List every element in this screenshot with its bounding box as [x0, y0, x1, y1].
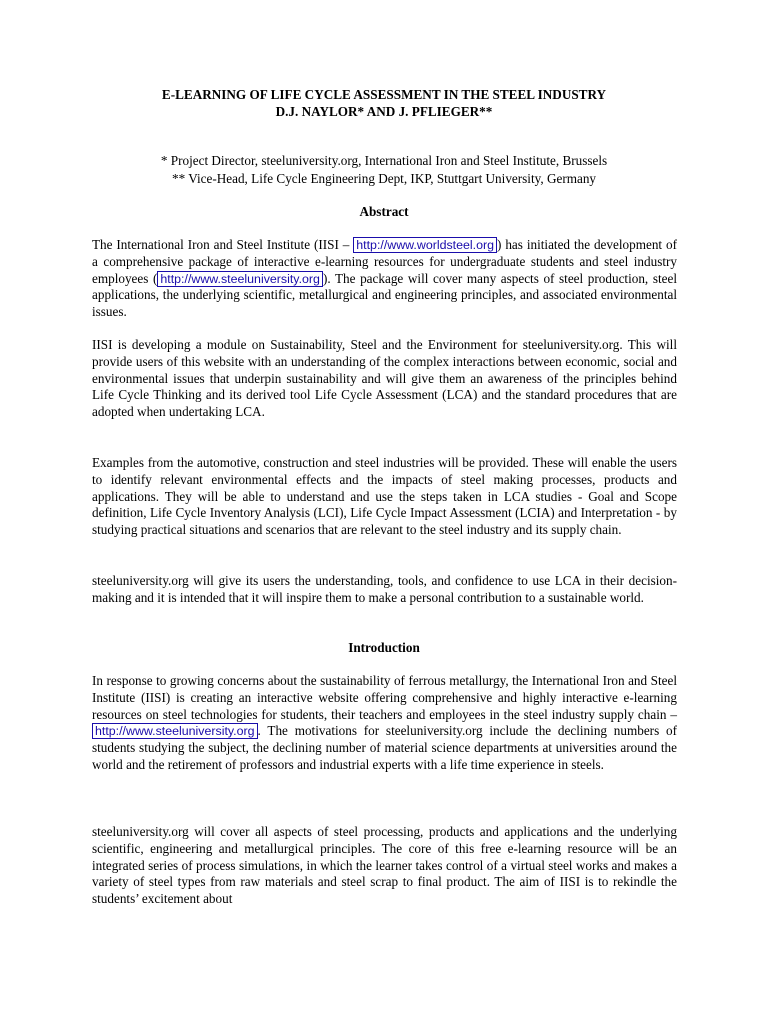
abstract-paragraph-3: Examples from the automotive, construction and steel industries will be provided. These will enable the users to identify relevant environmental effects and the impacts of steel making processes, products and applications. They will be able to understand and use the steps taken in LCA studies - Goal and Scope definition, Life Cycle Inventory Analysis (LCI), Life Cycle Impact Assessment (LCIA) and Interpretation - by studying practical situations and scenarios that are relevant to the steel industry and its supply chain.: [92, 455, 677, 538]
affiliations: [0, 152, 768, 188]
paper-title: [0, 86, 768, 120]
abstract-p1-text-a: The International Iron and Steel Institute (IISI –: [92, 237, 354, 252]
worldsteel-link[interactable]: http://www.worldsteel.org: [353, 237, 497, 253]
affiliation-first: * Project Director, steeluniversity.org, International Iron and Steel Institute, Brussels: [160, 153, 608, 168]
introduction-paragraph-2: steeluniversity.org will cover all aspects of steel processing, products and applications and the underlying scientific, engineering and metallurgical principles. The core of this free e-learning resource will be an integrated series of process simulations, in which the learner takes control of a virtual steel works and makes a variety of steel types from raw materials and steel scrap to final product. The aim of IISI is to rekindle the students’ excitement about: [92, 824, 677, 907]
introduction-paragraph-1: [92, 673, 677, 774]
abstract-p1-text-c: ). The package will cover many aspects of steel production, steel applications, the underlying scientific, metallurgical and engineering principles, and associated environmental issues.: [92, 270, 677, 320]
abstract-paragraph-2: IISI is developing a module on Sustainability, Steel and the Environment for steeluniversity.org. This will provide users of this website with an understanding of the complex interactions between economic, social and environmental issues that underpin sustainability and will give them an awareness of the principles behind Life Cycle Thinking and its derived tool Life Cycle Assessment (LCA) and the standard procedures that are adopted when undertaking LCA.: [92, 337, 677, 420]
abstract-p1-text-b: ) has initiated the development of a comprehensive package of interactive e-learning resources for undergraduate students and steel industry employees (: [92, 237, 677, 286]
steeluniversity-link[interactable]: http://www.steeluniversity.org: [92, 723, 258, 739]
introduction-heading: Introduction: [348, 640, 420, 655]
intro-p1-text-a: In response to growing concerns about the sustainability of ferrous metallurgy, the International Iron and Steel Institute (IISI) is creating an interactive website offering comprehensive and highly interactive e-learning resources on steel technologies for students, their teachers and employees in the steel industry supply chain –: [92, 673, 677, 722]
authors-line: D.J. NAYLOR* AND J. PFLIEGER**: [275, 104, 493, 119]
steeluniversity-link[interactable]: http://www.steeluniversity.org: [157, 271, 323, 287]
affiliation-second: ** Vice-Head, Life Cycle Engineering Dept, IKP, Stuttgart University, Germany: [171, 171, 597, 186]
abstract-paragraph-4: steeluniversity.org will give its users the understanding, tools, and confidence to use LCA in their decision-making and it is intended that it will inspire them to make a personal contribution to a sustainable world.: [92, 573, 677, 605]
title-line: E-LEARNING OF LIFE CYCLE ASSESSMENT IN THE STEEL INDUSTRY: [161, 87, 607, 102]
abstract-heading: Abstract: [359, 204, 409, 219]
intro-p1-text-b: . The motivations for steeluniversity.org include the declining numbers of students studying the subject, the declining number of material science departments at universities around the world and the retirement of professors and industrial experts with a life time experience in steels.: [92, 723, 677, 772]
abstract-paragraph-1: [92, 237, 677, 321]
